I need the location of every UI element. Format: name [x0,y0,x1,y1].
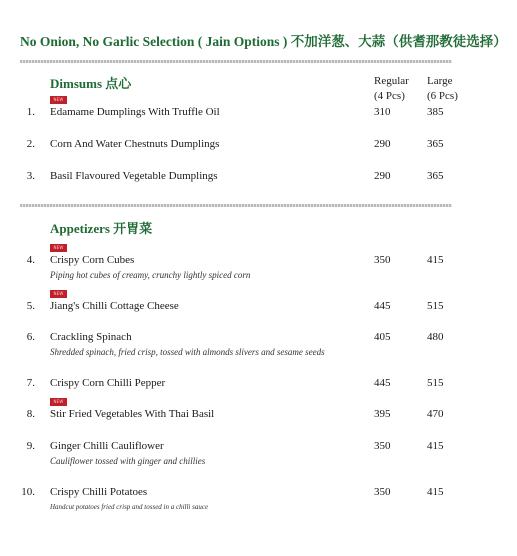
price-regular: 290 [374,170,391,182]
new-badge: NEW [50,96,67,104]
item-name: Crispy Chilli Potatoes [50,486,148,498]
item-description: Shredded spinach, fried crisp, tossed with almonds slivers and sesame seeds [50,347,325,357]
regular-sub-label: (4 Pcs) [374,90,405,102]
divider-middle [20,204,452,207]
column-header-regular [374,74,409,104]
item-description: Handcut potatoes fried crisp and tossed in a chilli sauce [50,503,209,511]
item-number-text: 9. [26,440,35,452]
price-large: 470 [427,408,444,420]
item-number [0,377,35,389]
section-title-dimsums: Dimsums 点心 [50,76,132,91]
item-number: 4. [26,254,35,266]
item-number-text: 5. [26,300,35,312]
price-large: 385 [427,106,444,118]
price-regular: 290 [374,138,391,150]
price-regular: 310 [374,106,391,118]
item-name: Corn And Water Chestnuts Dumplings [50,138,220,150]
price-large: 415 [427,440,444,452]
item-number: 3. [26,170,35,182]
price-regular: 350 [374,440,391,452]
item-number: 8. [26,408,35,420]
item-name: Ginger Chilli Cauliflower [50,440,164,452]
divider-top [20,60,452,63]
column-header-large [427,74,458,104]
item-description: Piping hot cubes of creamy, crunchy lightly spiced corn [50,270,251,280]
item-name: Jiang's Chilli Cottage Cheese [50,300,179,312]
price-regular: 445 [374,377,391,389]
large-sub-label: (6 Pcs) [427,90,458,102]
item-number: 2. [26,138,35,150]
price-regular: 405 [374,331,391,343]
item-number [0,486,35,498]
section-title-appetizers: Appetizers 开胃菜 [50,221,153,236]
page-title: No Onion, No Garlic Selection ( Jain Options ) 不加洋葱、大蒜（供耆那教徒选择） [20,34,507,49]
item-name: Basil Flavoured Vegetable Dumplings [50,170,218,182]
new-badge: NEW [50,290,67,298]
price-large: 515 [427,300,444,312]
item-name: Stir Fried Vegetables With Thai Basil [50,408,215,420]
price-large: 365 [427,170,444,182]
item-number [0,440,35,452]
item-number-text: 10. [21,486,35,498]
item-description: Cauliflower tossed with ginger and chillies [50,456,206,466]
item-name: Crispy Corn Chilli Pepper [50,377,166,389]
price-large: 480 [427,331,444,343]
item-number-text: 7. [26,377,35,389]
price-large: 415 [427,486,444,498]
price-regular: 445 [374,300,391,312]
regular-label: Regular [374,75,409,87]
new-badge: NEW [50,398,67,406]
price-large: 365 [427,138,444,150]
price-large: 515 [427,377,444,389]
item-number [0,331,35,343]
new-badge: NEW [50,244,67,252]
item-number-text: 6. [26,331,35,343]
item-name: Crispy Corn Cubes [50,254,135,266]
large-label: Large [427,75,453,87]
price-regular: 350 [374,486,391,498]
price-regular: 395 [374,408,391,420]
item-number: 1. [26,106,35,118]
item-name: Edamame Dumplings With Truffle Oil [50,106,220,118]
price-regular: 350 [374,254,391,266]
item-name: Crackling Spinach [50,331,132,343]
price-large: 415 [427,254,444,266]
item-number [0,300,35,312]
